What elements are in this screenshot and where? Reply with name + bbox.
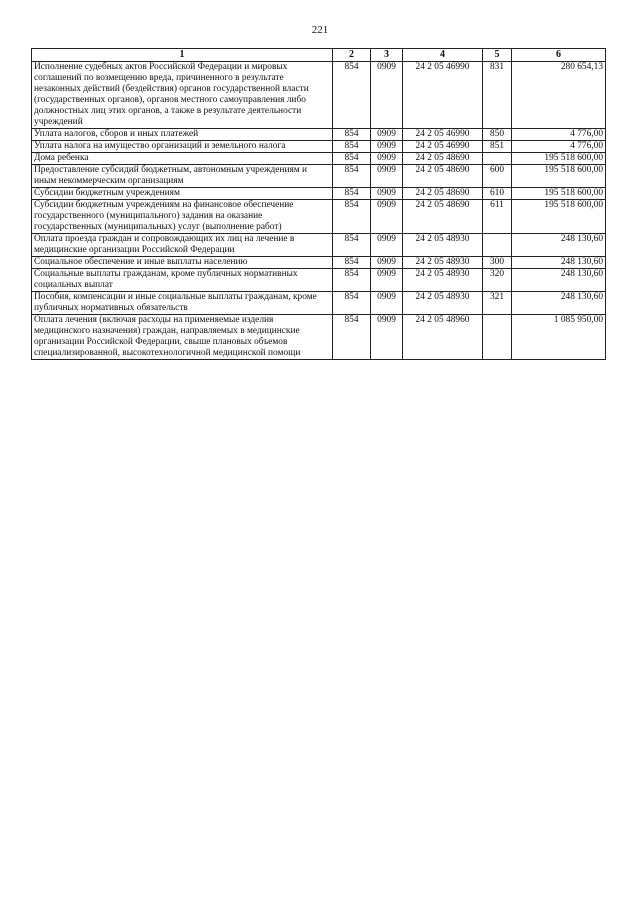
table-row: [32, 200, 606, 234]
row-ministry-code: 854: [333, 234, 371, 257]
row-target-code: 24 2 05 46990: [403, 141, 483, 153]
row-name: Оплата лечения (включая расходы на применяемые изделия медицинского назначения) граждан, направляемых в медицинские организации Российской Федерации, свыше плановых объемов специализированной, высокотехнологичной медицинской помощи: [32, 315, 333, 360]
row-name: Уплата налогов, сборов и иных платежей: [32, 129, 333, 141]
row-ministry-code: 854: [333, 141, 371, 153]
row-name: Субсидии бюджетным учреждениям на финансовое обеспечение государственного (муниципального) задания на оказание государственных (муниципальных) услуг (выполнение работ): [32, 200, 333, 234]
row-ministry-code: 854: [333, 188, 371, 200]
row-section-code: 0909: [371, 292, 403, 315]
row-amount: 248 130,60: [512, 292, 606, 315]
row-target-code: 24 2 05 46990: [403, 129, 483, 141]
header-col-1: 1: [32, 49, 333, 62]
header-col-5: 5: [483, 49, 512, 62]
row-target-code: 24 2 05 48690: [403, 165, 483, 188]
table-row: [32, 129, 606, 141]
table-row: [32, 62, 606, 129]
row-expense-type: 851: [483, 141, 512, 153]
table-row: [32, 257, 606, 269]
table-row: [32, 165, 606, 188]
header-col-3: 3: [371, 49, 403, 62]
row-expense-type: 850: [483, 129, 512, 141]
row-section-code: 0909: [371, 153, 403, 165]
header-col-6: 6: [512, 49, 606, 62]
row-amount: 248 130,60: [512, 234, 606, 257]
row-target-code: 24 2 05 48690: [403, 188, 483, 200]
header-row: [32, 49, 606, 62]
row-section-code: 0909: [371, 188, 403, 200]
header-col-2: 2: [333, 49, 371, 62]
row-expense-type: [483, 234, 512, 257]
row-amount: 195 518 600,00: [512, 200, 606, 234]
row-expense-type: [483, 153, 512, 165]
row-name: Социальные выплаты гражданам, кроме публичных нормативных социальных выплат: [32, 269, 333, 292]
row-section-code: 0909: [371, 62, 403, 129]
row-target-code: 24 2 05 48960: [403, 315, 483, 360]
budget-table: [31, 48, 606, 360]
row-target-code: 24 2 05 48690: [403, 200, 483, 234]
row-ministry-code: 854: [333, 165, 371, 188]
row-section-code: 0909: [371, 234, 403, 257]
row-ministry-code: 854: [333, 269, 371, 292]
row-expense-type: 300: [483, 257, 512, 269]
row-section-code: 0909: [371, 165, 403, 188]
row-target-code: 24 2 05 46990: [403, 62, 483, 129]
row-amount: 1 085 950,00: [512, 315, 606, 360]
row-amount: 195 518 600,00: [512, 188, 606, 200]
table-row: [32, 292, 606, 315]
row-ministry-code: 854: [333, 200, 371, 234]
row-section-code: 0909: [371, 200, 403, 234]
row-target-code: 24 2 05 48930: [403, 257, 483, 269]
row-target-code: 24 2 05 48930: [403, 234, 483, 257]
row-amount: 4 776,00: [512, 129, 606, 141]
row-name: Оплата проезда граждан и сопровождающих их лиц на лечение в медицинские организации Российской Федерации: [32, 234, 333, 257]
row-ministry-code: 854: [333, 153, 371, 165]
row-name: Предоставление субсидий бюджетным, автономным учреждениям и иным некоммерческим организациям: [32, 165, 333, 188]
row-name: Пособия, компенсации и иные социальные выплаты гражданам, кроме публичных нормативных обязательств: [32, 292, 333, 315]
table-row: [32, 188, 606, 200]
row-target-code: 24 2 05 48690: [403, 153, 483, 165]
row-name: Уплата налога на имущество организаций и земельного налога: [32, 141, 333, 153]
row-section-code: 0909: [371, 141, 403, 153]
row-name: Субсидии бюджетным учреждениям: [32, 188, 333, 200]
table-row: [32, 153, 606, 165]
row-target-code: 24 2 05 48930: [403, 269, 483, 292]
row-amount: 248 130,60: [512, 269, 606, 292]
row-amount: 195 518 600,00: [512, 165, 606, 188]
row-section-code: 0909: [371, 315, 403, 360]
table-row: [32, 234, 606, 257]
row-expense-type: 321: [483, 292, 512, 315]
table-row: [32, 141, 606, 153]
row-expense-type: 611: [483, 200, 512, 234]
row-section-code: 0909: [371, 129, 403, 141]
row-ministry-code: 854: [333, 129, 371, 141]
row-expense-type: 600: [483, 165, 512, 188]
row-expense-type: [483, 315, 512, 360]
row-amount: 280 654,13: [512, 62, 606, 129]
row-amount: 4 776,00: [512, 141, 606, 153]
row-expense-type: 320: [483, 269, 512, 292]
row-ministry-code: 854: [333, 257, 371, 269]
row-expense-type: 831: [483, 62, 512, 129]
row-ministry-code: 854: [333, 62, 371, 129]
row-section-code: 0909: [371, 257, 403, 269]
row-expense-type: 610: [483, 188, 512, 200]
row-target-code: 24 2 05 48930: [403, 292, 483, 315]
row-section-code: 0909: [371, 269, 403, 292]
table-row: [32, 269, 606, 292]
row-name: Исполнение судебных актов Российской Федерации и мировых соглашений по возмещению вреда, причиненного в результате незаконных действий (бездействия) органов государственной власти (государственных органов), органов местного самоуправления либо должностных лиц этих органов, а также в результате деятельности учреждений: [32, 62, 333, 129]
header-col-4: 4: [403, 49, 483, 62]
table-row: [32, 315, 606, 360]
page-number: 221: [311, 24, 329, 36]
row-ministry-code: 854: [333, 315, 371, 360]
row-amount: 195 518 600,00: [512, 153, 606, 165]
row-name: Социальное обеспечение и иные выплаты населению: [32, 257, 333, 269]
row-amount: 248 130,60: [512, 257, 606, 269]
row-name: Дома ребенка: [32, 153, 333, 165]
row-ministry-code: 854: [333, 292, 371, 315]
